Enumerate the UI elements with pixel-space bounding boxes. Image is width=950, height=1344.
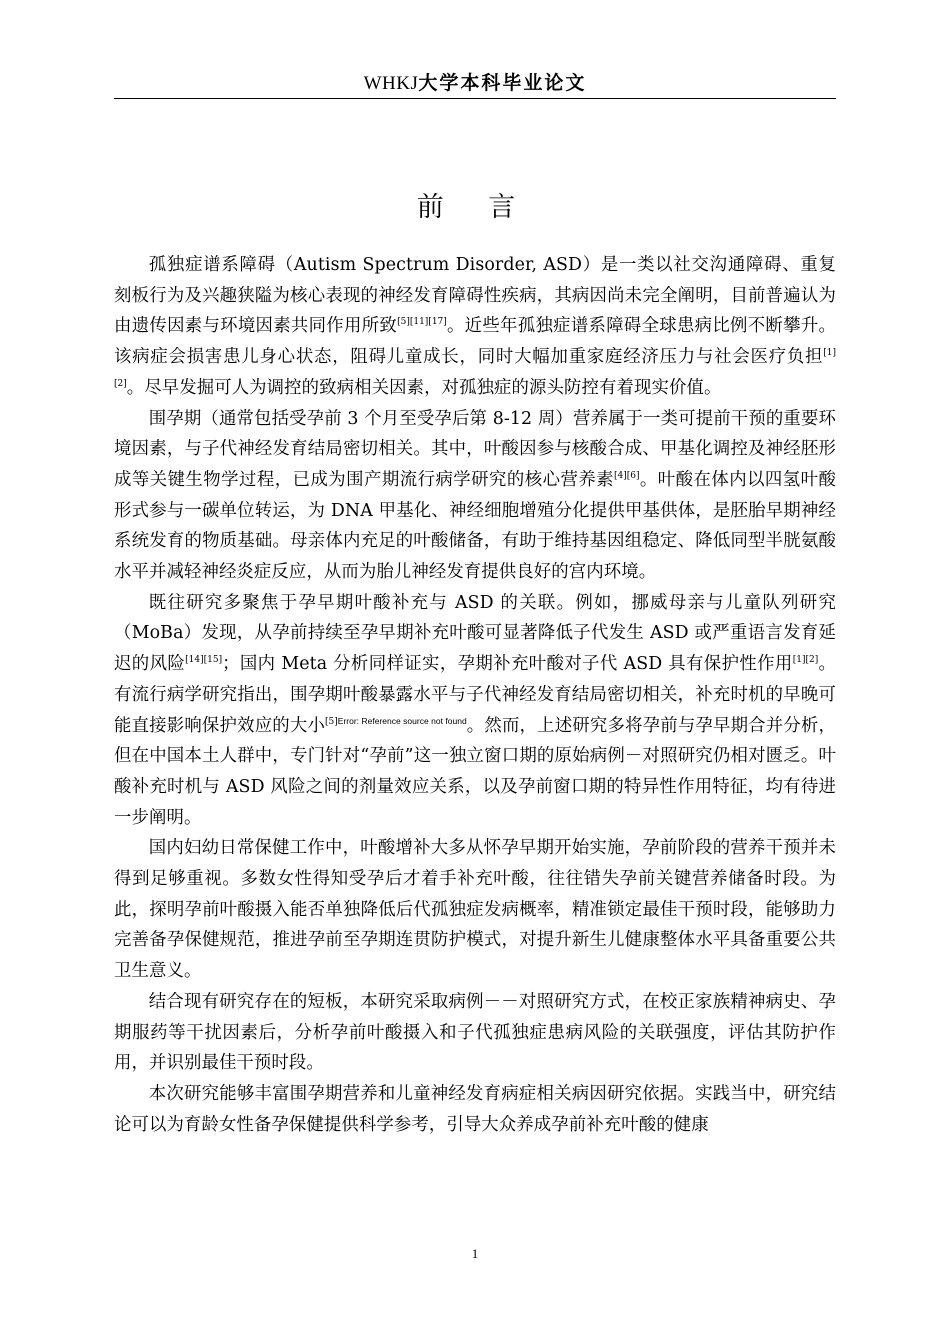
citation-ref: [325, 717, 467, 727]
body-paragraph: [114, 987, 836, 1079]
citation-error: Error: Reference source not found: [337, 715, 467, 726]
body-paragraph: [114, 833, 836, 987]
paragraph-text: 。尽早发掘可人为调控的致病相关因素，对孤独症的源头防控有着现实价值。: [126, 377, 722, 398]
citation-ref: [793, 655, 819, 665]
body-paragraph: [114, 404, 836, 588]
body-paragraph: [114, 1079, 836, 1140]
paragraph-text: 。叶酸在体内以四氢叶酸形式参与一碳单位转运，为 DNA 甲基化、神经细胞增殖分化提供甲基供体，是胚胎早期神经系统发育的物质基础。母亲体内充足的叶酸储备，有助于维持基因组稳定、降低同型半胱氨酸水平并减轻神经炎症反应，从而为胎儿神经发育提供良好的宫内环境。: [114, 469, 836, 583]
citation-number: [5]: [325, 716, 338, 727]
page-number: 1: [471, 1246, 479, 1261]
citation-number: [1][2]: [792, 655, 819, 666]
paragraph-text: 既往研究多聚焦于孕早期叶酸补充与 ASD 的关联。例如，挪威母亲与儿童队列研究（MoBa）发现，从孕前持续至孕早期补充叶酸可显著降低子代发生 ASD 或严重语言发育延迟的风险: [114, 592, 836, 675]
paragraph-text: 本次研究能够丰富围孕期营养和儿童神经发育病症相关病因研究依据。实践当中，研究结论可以为育龄女性备孕保健提供科学参考，引导大众养成孕前补充叶酸的健康: [114, 1083, 836, 1135]
paragraph-text: 围孕期（通常包括受孕前 3 个月至受孕后第 8-12 周）营养属于一类可提前干预的重要环境因素，与子代神经发育结局密切相关。其中，叶酸因参与核酸合成、甲基化调控及神经胚形成等关键生物学过程，已成为围产期流行病学研究的核心营养素: [114, 408, 836, 490]
citation-ref: [185, 655, 222, 665]
header-code: WHKJ: [363, 73, 419, 94]
citation-number: [5][11][17]: [397, 317, 447, 328]
header-title: 大学本科毕业论文: [418, 72, 587, 94]
running-header: [114, 70, 836, 97]
body-text: [114, 250, 836, 1140]
page-title: 前 言: [416, 192, 534, 223]
citation-number: [14][15]: [185, 655, 223, 666]
paragraph-text: 孤独症谱系障碍（Autism Spectrum Disorder, ASD）是一类以社交沟通障碍、重复刻板行为及兴趣狭隘为核心表现的神经发育障碍性疾病，其病因尚未完全阐明，目前普遍认为由遗传因素与环境因素共同作用所致: [114, 255, 836, 337]
body-paragraph: [114, 588, 836, 834]
paragraph-text: 结合现有研究存在的短板，本研究采取病例－－对照研究方式，在校正家族精神病史、孕期服药等干扰因素后，分析孕前叶酸摄入和子代孤独症患病风险的关联强度，评估其防护作用，并识别最佳干预时段。: [114, 991, 836, 1074]
citation-ref: [397, 318, 447, 328]
header-divider: [114, 98, 836, 99]
body-paragraph: [114, 250, 836, 404]
citation-ref: [614, 471, 640, 481]
paragraph-text: ；国内 Meta 分析同样证实，孕期补充叶酸对子代 ASD 具有保护性作用: [222, 654, 793, 675]
citation-number: [1][2]: [114, 348, 836, 390]
citation-number: [4][6]: [614, 471, 640, 482]
paragraph-text: 。有流行病学研究指出，围孕期叶酸暴露水平与子代神经发育结局密切相关，补充时机的早晚可能直接影响保护效应的大小: [114, 654, 837, 736]
paragraph-text: 。然而，上述研究多将孕前与孕早期合并分析，但在中国本土人群中，专门针对“孕前”这一独立窗口期的原始病例－对照研究仍相对匮乏。叶酸补充时机与 ASD 风险之间的剂量效应关系，以及孕前窗口期的特异性作用特征，均有待进一步阐明。: [114, 715, 837, 828]
paragraph-text: 国内妇幼日常保健工作中，叶酸增补大多从怀孕早期开始实施，孕前阶段的营养干预并未得到足够重视。多数女性得知受孕后才着手补充叶酸，往往错失孕前关键营养储备时段。为此，探明孕前叶酸摄入能否单独降低后代孤独症发病概率，精准锁定最佳干预时段，能够助力完善备孕保健规范，推进孕前至孕期连贯防护模式，对提升新生儿健康整体水平具备重要公共卫生意义。: [114, 838, 836, 982]
paragraph-text: 。近些年孤独症谱系障碍全球患病比例不断攀升。该病症会损害患儿身心状态，阻碍儿童成长，同时大幅加重家庭经济压力与社会医疗负担: [114, 316, 837, 368]
